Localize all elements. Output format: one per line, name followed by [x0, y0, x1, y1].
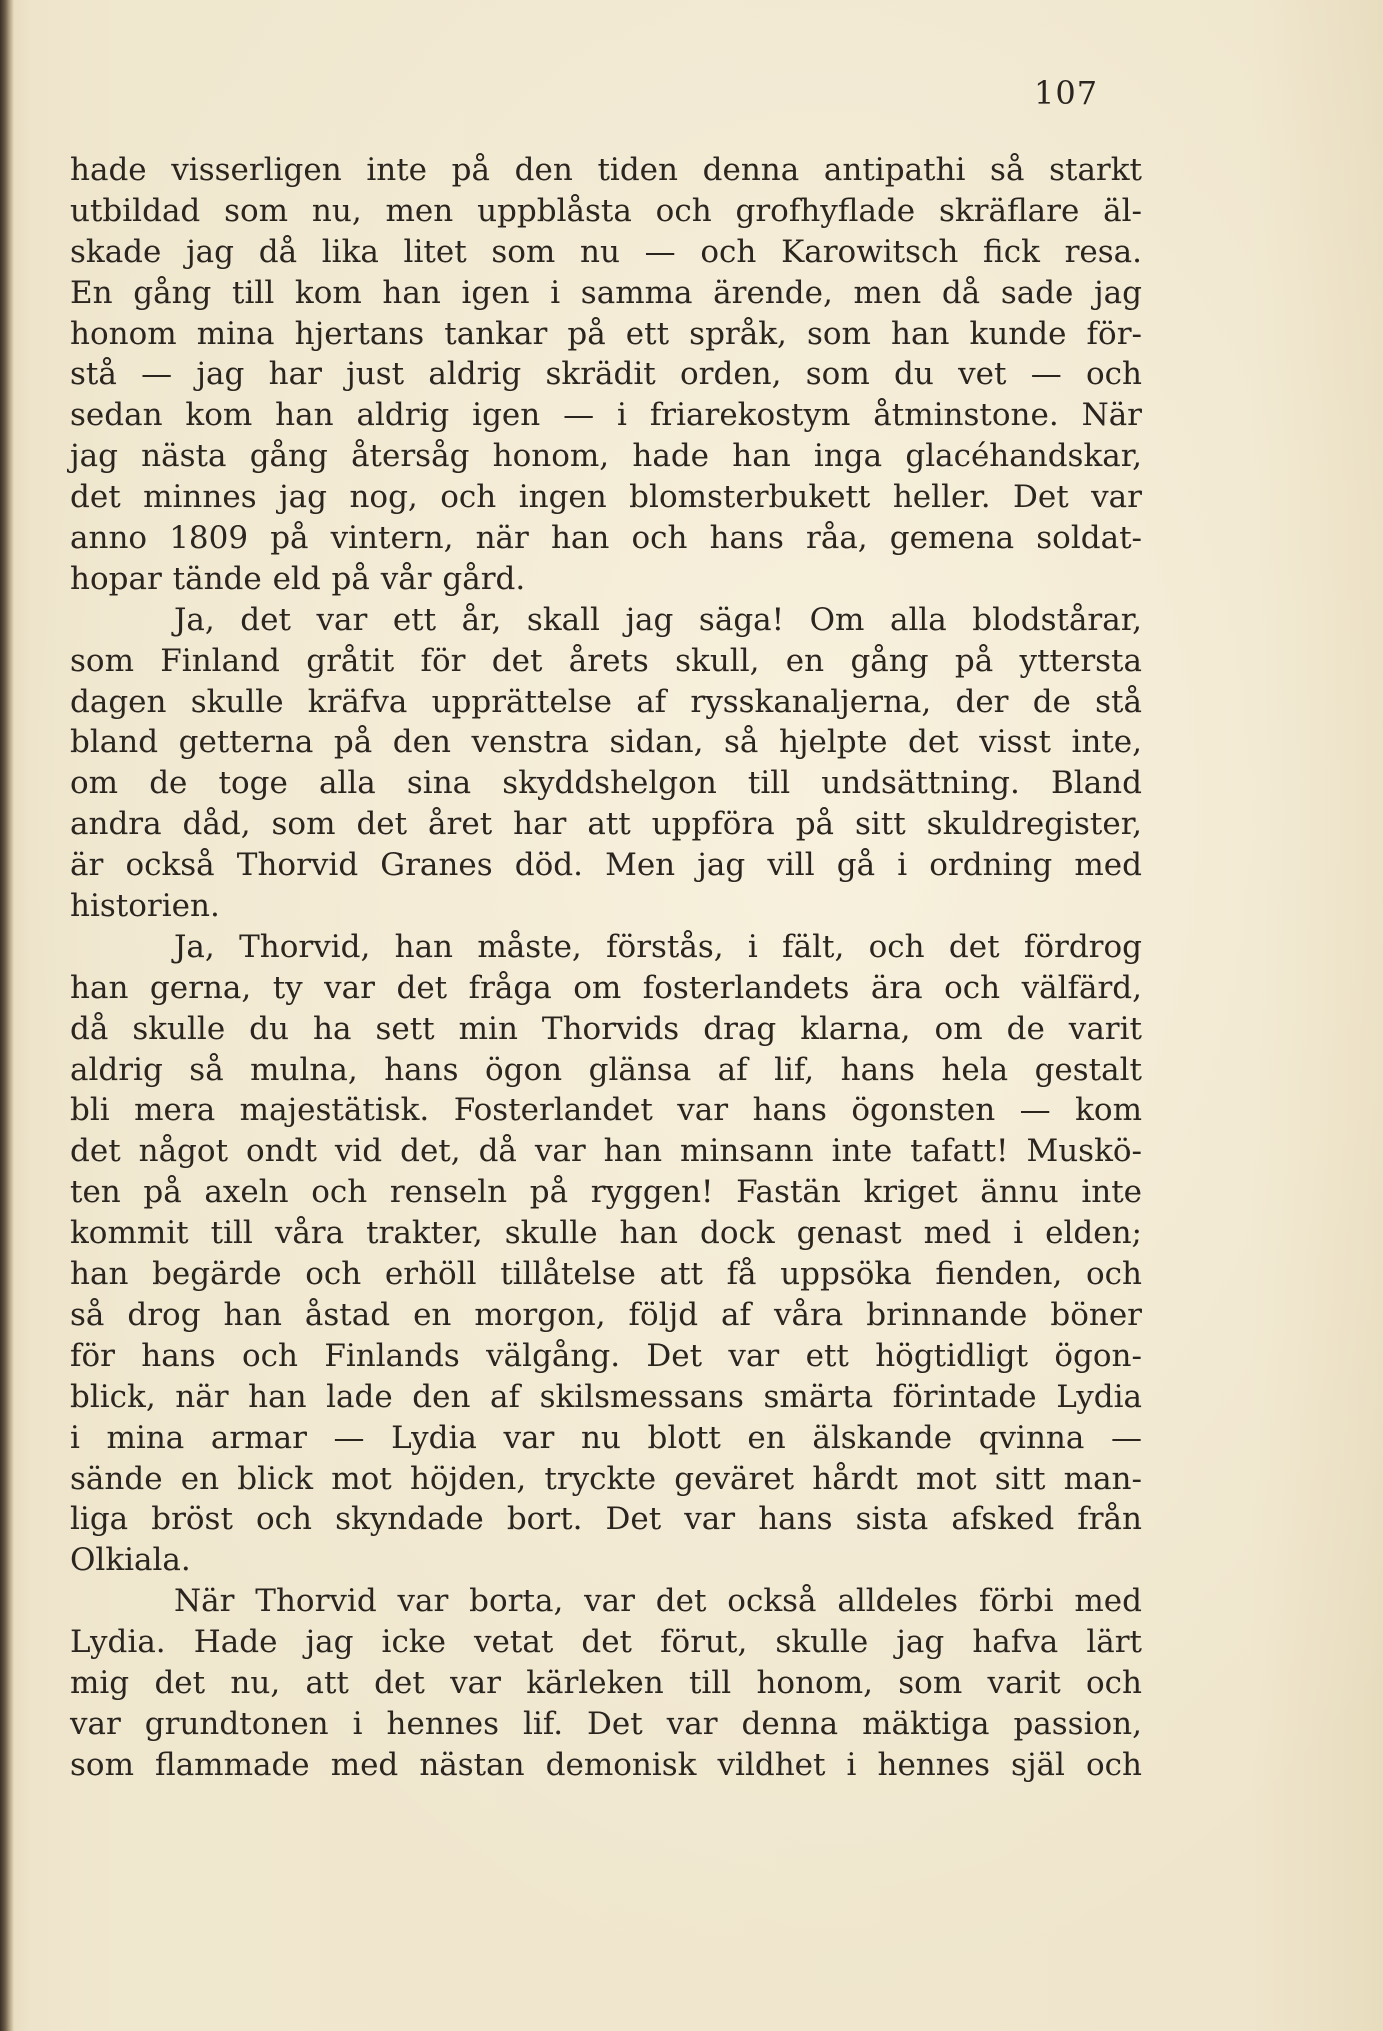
text-line: utbildad som nu, men uppblåsta och grofhyflade skräflare äl-	[70, 192, 1142, 229]
text-line: bli mera majestätisk. Fosterlandet var hans ögonsten — kom	[70, 1092, 1142, 1129]
text-line: anno 1809 på vintern, när han och hans råa, gemena soldat-	[70, 520, 1142, 557]
text-line: sedan kom han aldrig igen — i friarekostym åtminstone. När	[70, 397, 1142, 434]
text-line: han gerna, ty var det fråga om fosterlandets ära och välfärd,	[70, 969, 1142, 1006]
text-line: dagen skulle kräfva upprättelse af rysskanaljerna, der de stå	[70, 683, 1142, 720]
text-line: han begärde och erhöll tillåtelse att få uppsöka fienden, och	[70, 1256, 1142, 1293]
text-line: var grundtonen i hennes lif. Det var denna mäktiga passion,	[70, 1705, 1142, 1742]
text-line: hade visserligen inte på den tiden denna antipathi så starkt	[70, 152, 1142, 188]
text-line: Olkiala.	[70, 1542, 191, 1579]
text-line: Ja, det var ett år, skall jag säga! Om alla blodstårar,	[174, 601, 1142, 638]
page-gutter	[0, 0, 14, 2031]
text-line: historien.	[70, 888, 220, 925]
text-line: för hans och Finlands välgång. Det var ett högtidligt ögon-	[70, 1337, 1142, 1374]
text-line: honom mina hjertans tankar på ett språk, som han kunde för-	[70, 315, 1142, 352]
text-line: mig det nu, att det var kärleken till honom, som varit och	[70, 1664, 1142, 1701]
text-line: hopar tände eld på vår gård.	[70, 560, 526, 597]
text-line: aldrig så mulna, hans ögon glänsa af lif, hans hela gestalt	[70, 1051, 1142, 1088]
text-line: då skulle du ha sett min Thorvids drag klarna, om de varit	[70, 1010, 1142, 1047]
text-line: blick, när han lade den af skilsmessans smärta förintade Lydia	[70, 1378, 1142, 1415]
text-line: skade jag då lika litet som nu — och Karowitsch fick resa.	[70, 233, 1142, 270]
text-line: Ja, Thorvid, han måste, förstås, i fält, och det fördrog	[174, 928, 1142, 965]
text-line: bland getterna på den venstra sidan, så hjelpte det visst inte,	[70, 724, 1142, 761]
text-line: som flammade med nästan demonisk vildhet i hennes själ och	[70, 1746, 1142, 1783]
text-line: En gång till kom han igen i samma ärende, men då sade jag	[70, 274, 1142, 311]
text-line: det något ondt vid det, då var han minsann inte tafatt! Muskö-	[70, 1133, 1142, 1170]
body-text	[70, 150, 1142, 1786]
text-line: sände en blick mot höjden, tryckte geväret hårdt mot sitt man-	[70, 1460, 1142, 1497]
text-line: är också Thorvid Granes död. Men jag vill gå i ordning med	[70, 847, 1142, 884]
text-line: När Thorvid var borta, var det också alldeles förbi med	[174, 1583, 1142, 1620]
text-line: Lydia. Hade jag icke vetat det förut, skulle jag hafva lärt	[70, 1624, 1142, 1661]
text-line: som Finland gråtit för det årets skull, en gång på yttersta	[70, 642, 1142, 679]
page-number: 107	[1034, 74, 1099, 112]
text-line: kommit till våra trakter, skulle han dock genast med i elden;	[70, 1215, 1142, 1252]
text-line: om de toge alla sina skyddshelgon till undsättning. Bland	[70, 765, 1142, 802]
text-line: ten på axeln och renseln på ryggen! Fastän kriget ännu inte	[70, 1174, 1142, 1211]
text-line: det minnes jag nog, och ingen blomsterbukett heller. Det var	[70, 479, 1142, 516]
text-line: liga bröst och skyndade bort. Det var hans sista afsked från	[70, 1501, 1142, 1538]
text-line: andra dåd, som det året har att uppföra på sitt skuldregister,	[70, 806, 1142, 843]
text-line: så drog han åstad en morgon, följd af våra brinnande böner	[70, 1296, 1142, 1333]
text-line: stå — jag har just aldrig skrädit orden, som du vet — och	[70, 356, 1142, 393]
text-line: jag nästa gång återsåg honom, hade han inga glacéhandskar,	[70, 438, 1142, 475]
text-line: i mina armar — Lydia var nu blott en älskande qvinna —	[70, 1419, 1142, 1456]
